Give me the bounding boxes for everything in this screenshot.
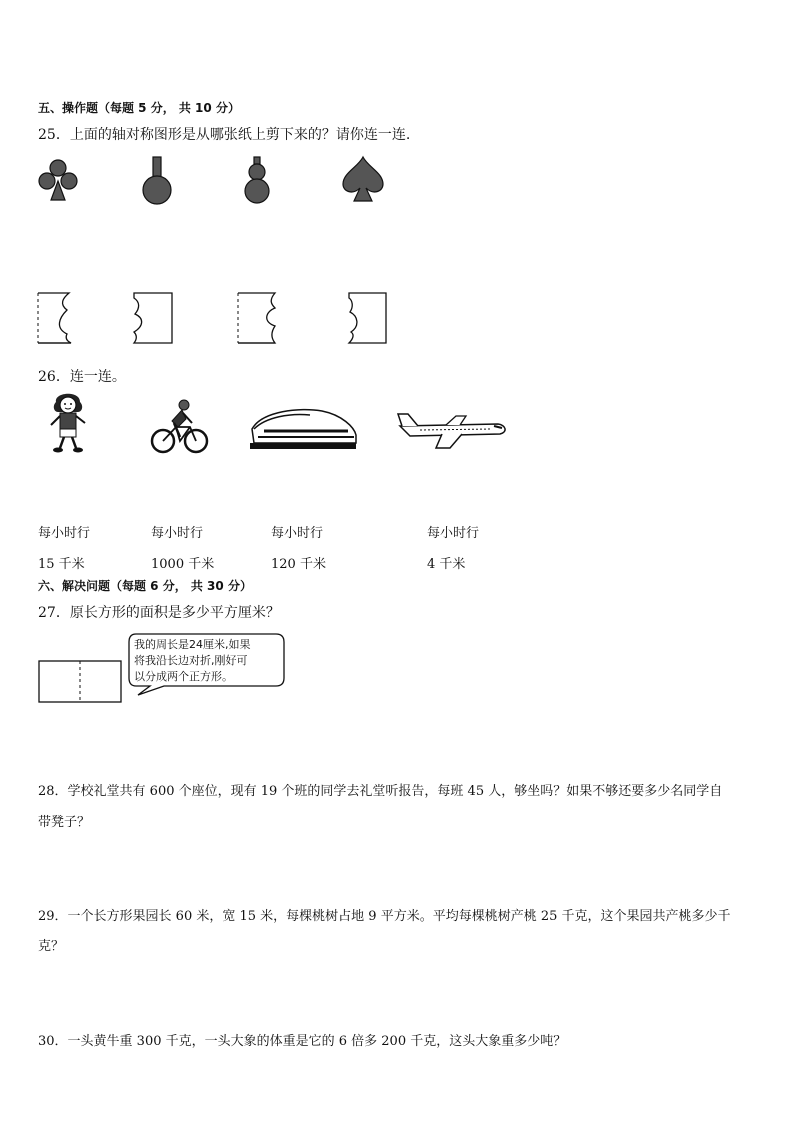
gourd-icon	[241, 156, 273, 206]
cyclist-icon[interactable]	[150, 397, 210, 455]
question-29-line-1: 29．一个长方形果园长 60 米，宽 15 米，每棵桃树占地 9 平方米。平均每棵桃树产桃 25 千克，这个果园共产桃多少千	[38, 909, 731, 924]
rectangle-figure	[38, 660, 124, 706]
speed-label-2-line1: 每小时行	[151, 526, 204, 541]
question-27: 27．原长方形的面积是多少平方厘米？	[38, 605, 280, 621]
question-28-line-2: 带凳子？	[38, 815, 91, 830]
bottle-icon	[140, 156, 174, 206]
walking-child-icon[interactable]	[46, 390, 90, 454]
bubble-line-1: 我的周长是24厘米,如果	[134, 638, 251, 651]
club-icon	[36, 157, 80, 203]
section-title-6: 六、解决问题（每题 6 分， 共 30 分）	[38, 579, 252, 593]
speed-label-1-line2: 15 千米	[38, 557, 85, 572]
question-30: 30．一头黄牛重 300 千克，一头大象的体重是它的 6 倍多 200 千克，这头大象重多少吨？	[38, 1034, 567, 1049]
speed-label-3-line2: 120 千米	[271, 557, 326, 572]
airplane-icon[interactable]	[396, 410, 508, 450]
question-28-line-1: 28．学校礼堂共有 600 个座位，现有 19 个班的同学去礼堂听报告，每班 45 人，够坐吗？如果不够还要多少名同学自	[38, 784, 723, 799]
speed-label-4-line1: 每小时行	[427, 526, 480, 541]
paper-cutout-2[interactable]	[132, 292, 174, 344]
bullet-train-icon[interactable]	[250, 405, 358, 451]
speed-label-4-line2: 4 千米	[427, 557, 466, 572]
question-25: 25．上面的轴对称图形是从哪张纸上剪下来的？请你连一连.	[38, 127, 411, 143]
section-title-5: 五、操作题（每题 5 分， 共 10 分）	[38, 101, 240, 115]
bubble-text	[134, 637, 251, 685]
speed-label-2-line2: 1000 千米	[151, 557, 215, 572]
spade-icon	[340, 155, 386, 203]
bubble-line-3: 以分成两个正方形。	[134, 670, 233, 683]
speed-label-1-line1: 每小时行	[38, 526, 91, 541]
question-29-line-2: 克？	[38, 939, 65, 954]
paper-cutout-3[interactable]	[237, 292, 279, 344]
bubble-line-2: 将我沿长边对折,刚好可	[134, 654, 248, 667]
speed-label-3-line1: 每小时行	[271, 526, 324, 541]
paper-cutout-1[interactable]	[37, 292, 77, 344]
paper-cutout-4[interactable]	[346, 292, 388, 344]
question-26: 26．连一连。	[38, 369, 126, 385]
